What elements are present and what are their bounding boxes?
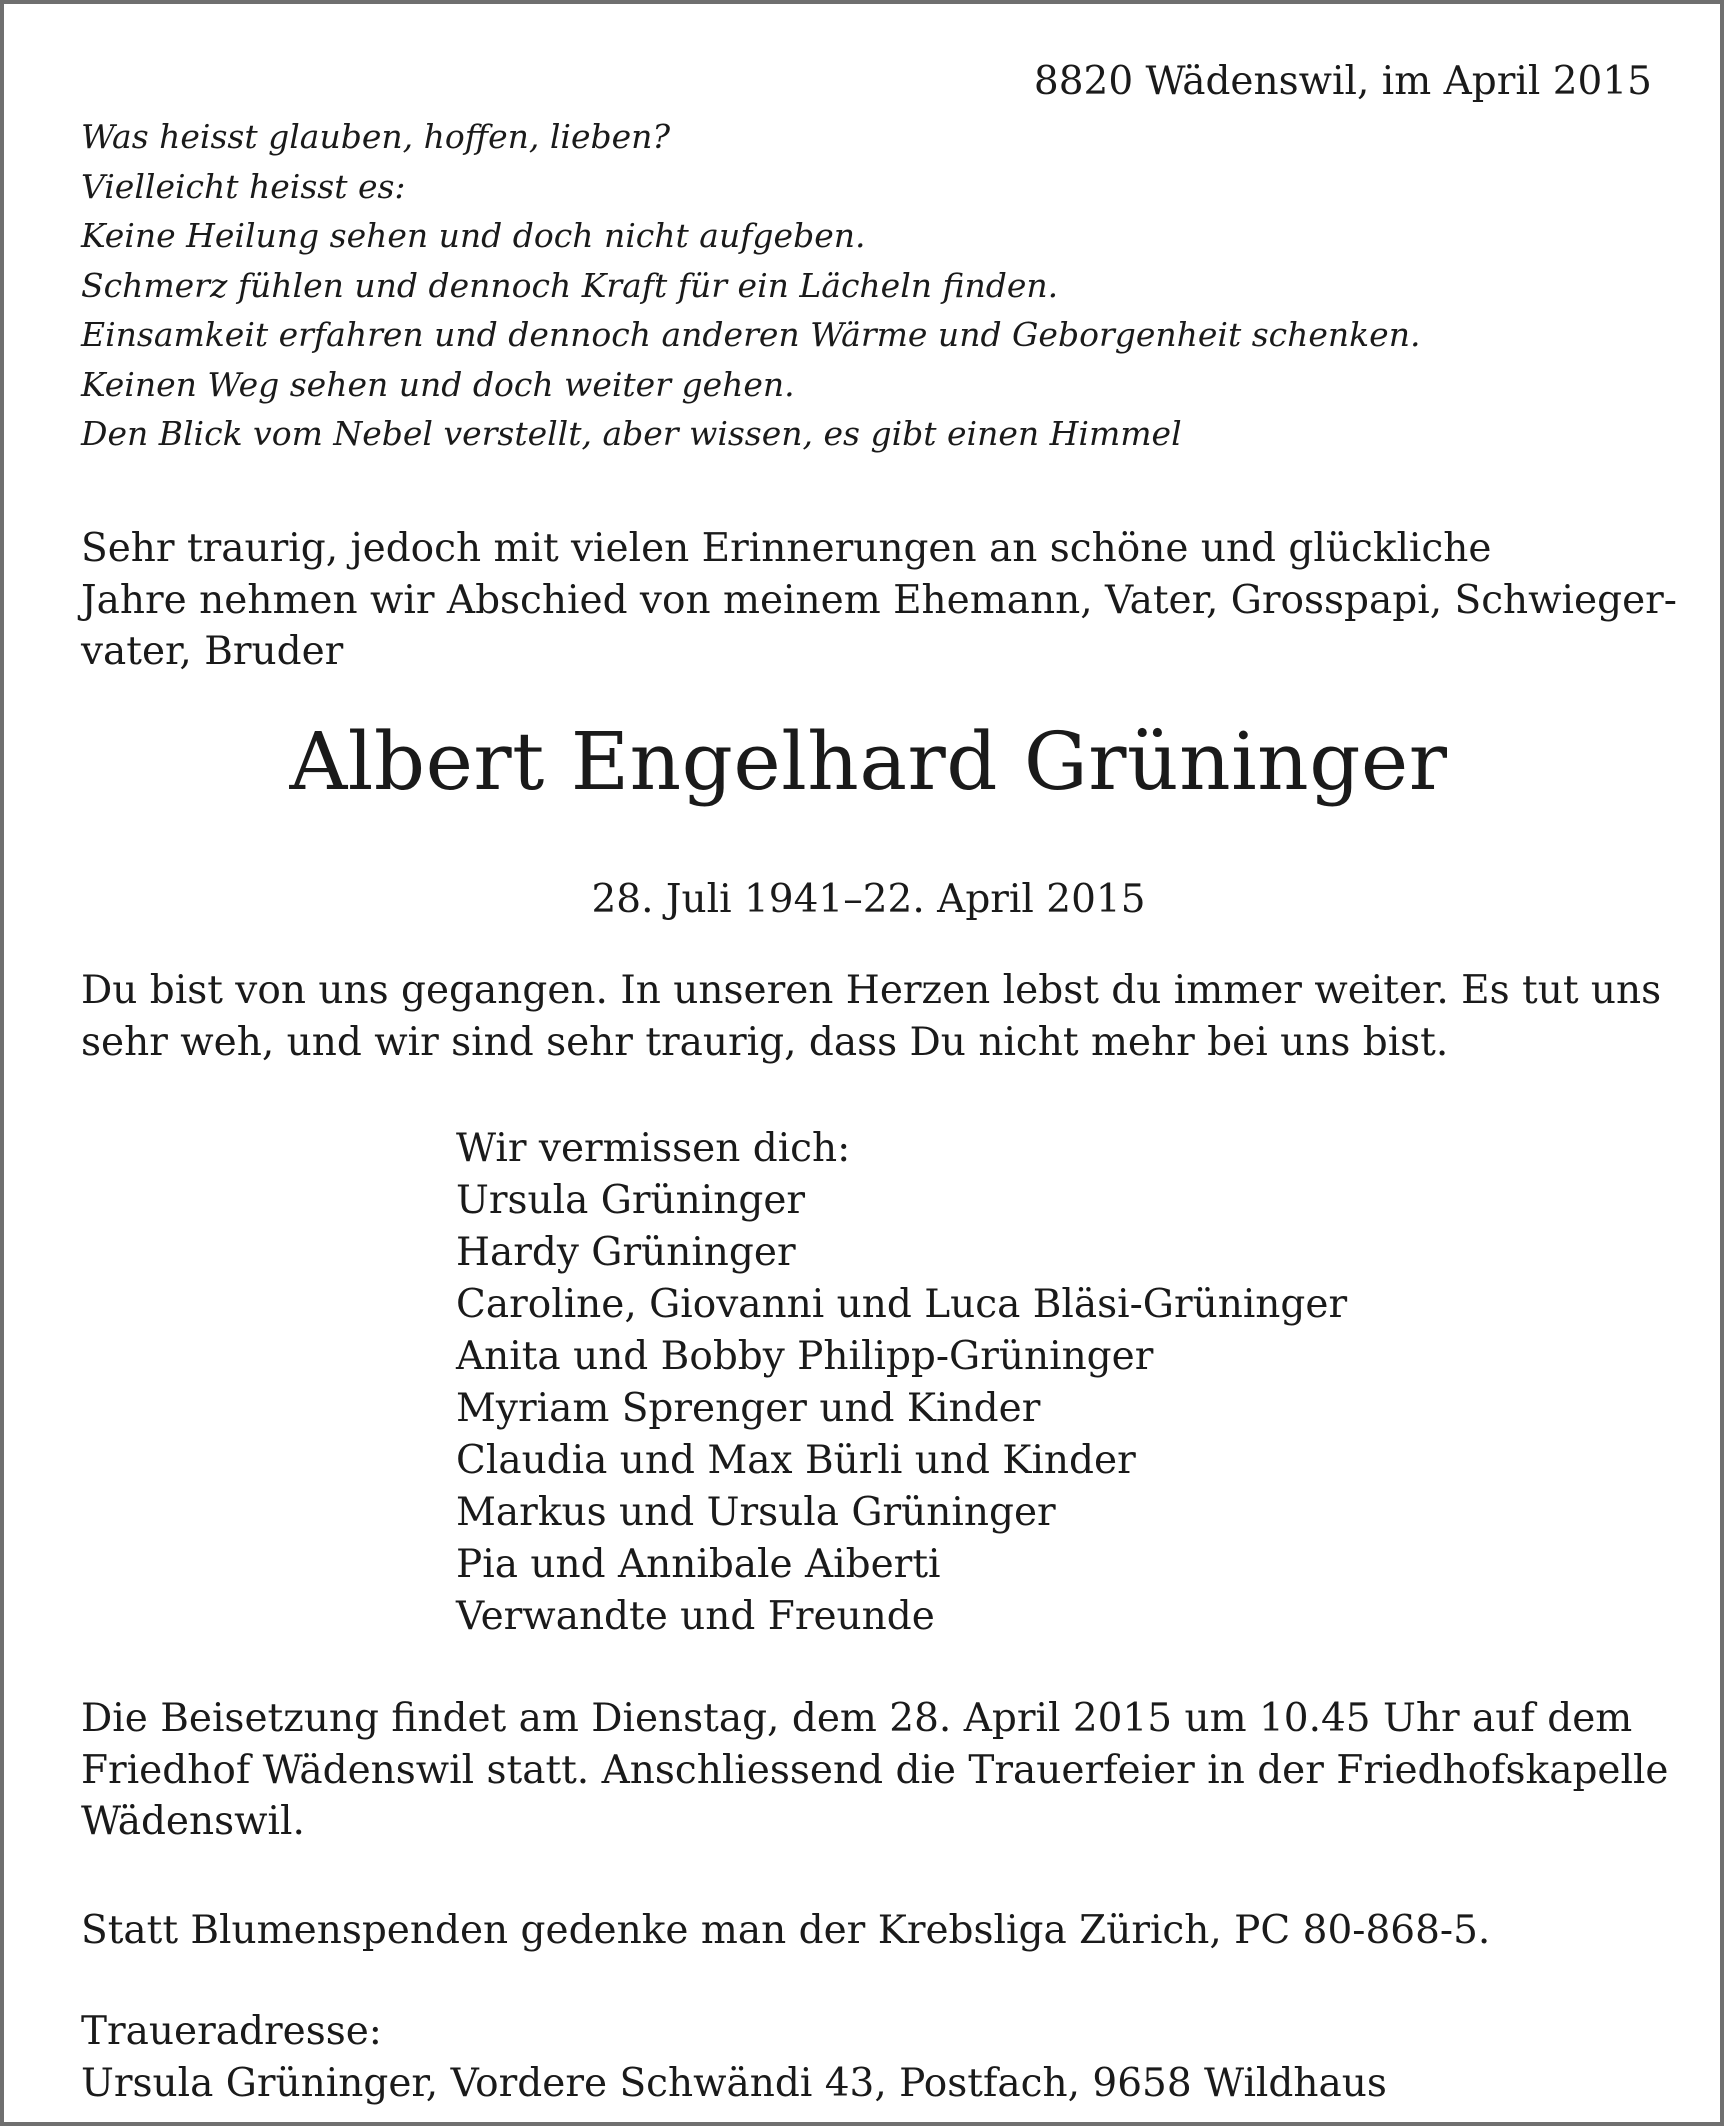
intro-paragraph <box>81 523 1677 678</box>
intro-line: Jahre nehmen wir Abschied von meinem Ehemann, Vater, Grosspapi, Schwieger- <box>81 577 1677 623</box>
poem-line: Den Blick vom Nebel verstellt, aber wissen, es gibt einen Himmel <box>81 414 1182 453</box>
address-label: Traueradresse: <box>81 2009 382 2054</box>
mourner-name: Verwandte und Freunde <box>456 1594 935 1639</box>
place-date: 8820 Wädenswil, im April 2015 <box>1033 59 1652 104</box>
poem-line: Was heisst glauben, hoffen, lieben? <box>81 117 671 156</box>
message-paragraph <box>81 965 1661 1068</box>
message-line: sehr weh, und wir sind sehr traurig, dass Du nicht mehr bei uns bist. <box>81 1019 1449 1065</box>
poem-line: Vielleicht heisst es: <box>81 166 406 206</box>
poem-line: Keinen Weg sehen und doch weiter gehen. <box>81 364 795 404</box>
poem <box>81 112 1420 459</box>
mourner-name: Hardy Grüninger <box>456 1230 796 1275</box>
poem-line: Einsamkeit erfahren und dennoch anderen Wärme und Geborgenheit schenken. <box>81 315 1421 354</box>
message-line: Du bist von uns gegangen. In unseren Herzen lebst du immer weiter. Es tut uns <box>81 968 1662 1013</box>
mourning-address <box>81 2006 1387 2109</box>
life-dates: 28. Juli 1941–22. April 2015 <box>591 877 1146 922</box>
intro-line: Sehr traurig, jedoch mit vielen Erinnerungen an schöne und glückliche <box>81 526 1492 571</box>
funeral-line: Die Beisetzung findet am Dienstag, dem 28. April 2015 um 10.45 Uhr auf dem <box>81 1696 1633 1741</box>
address-line: Ursula Grüninger, Vordere Schwändi 43, Postfach, 9658 Wildhaus <box>81 2060 1387 2106</box>
poem-line: Keine Heilung sehen und doch nicht aufgeben. <box>81 216 866 255</box>
deceased-name: Albert Engelhard Grüninger <box>289 715 1448 808</box>
mourner-name: Claudia und Max Bürli und Kinder <box>456 1438 1136 1483</box>
mourner-name: Markus und Ursula Grüninger <box>456 1490 1056 1535</box>
mourner-name: Pia und Annibale Aiberti <box>456 1542 941 1587</box>
mourner-name: Caroline, Giovanni und Luca Bläsi-Grüninger <box>456 1282 1348 1327</box>
mourners-heading: Wir vermissen dich: <box>456 1126 851 1171</box>
funeral-paragraph <box>81 1693 1669 1848</box>
donation-note: Statt Blumenspenden gedenke man der Krebsliga Zürich, PC 80-868-5. <box>81 1908 1491 1953</box>
mourner-name: Myriam Sprenger und Kinder <box>456 1386 1041 1431</box>
funeral-line: Wädenswil. <box>81 1799 305 1844</box>
funeral-line: Friedhof Wädenswil statt. Anschliessend die Trauerfeier in der Friedhofskapelle <box>81 1747 1669 1793</box>
poem-line: Schmerz fühlen und dennoch Kraft für ein Lächeln finden. <box>81 265 1059 305</box>
intro-line: vater, Bruder <box>81 629 344 674</box>
mourner-name: Ursula Grüninger <box>456 1178 806 1223</box>
mourner-name: Anita und Bobby Philipp-Grüninger <box>456 1334 1154 1379</box>
mourners-list <box>456 1123 1347 1643</box>
